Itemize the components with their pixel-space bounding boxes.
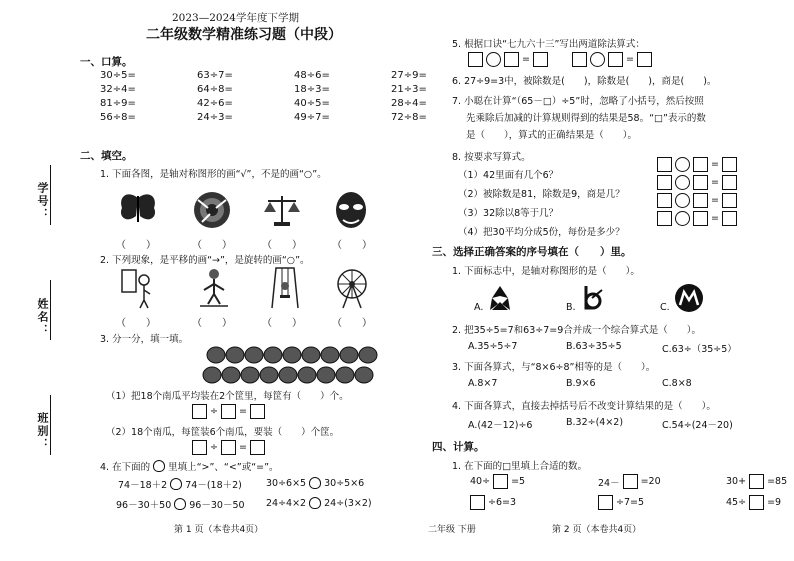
blank-box[interactable]	[722, 157, 737, 172]
b-logo-icon	[578, 284, 606, 312]
blank-box[interactable]	[192, 440, 207, 455]
oral-calc-grid	[100, 70, 471, 123]
question-2: 2. 下列现象，是平移的画“→”，是旋转的画“○”。	[100, 255, 310, 266]
student-number-label: 学号：	[36, 182, 49, 221]
oral-calc-item: 49÷7=	[294, 112, 330, 123]
blank-circle[interactable]	[675, 193, 690, 208]
balance-scale-image	[262, 192, 302, 228]
expr-left: 74－18＋2	[118, 480, 168, 491]
blank-box[interactable]	[722, 211, 737, 226]
apple-icon[interactable]	[309, 497, 321, 509]
option-b-label: B.	[566, 302, 576, 313]
school-year: 2023—2024学年度下学期	[172, 12, 299, 24]
q5-template: = =	[468, 52, 652, 67]
option-b[interactable]: B.9×6	[566, 378, 596, 389]
blank-box[interactable]	[693, 157, 708, 172]
option-b[interactable]: B.32÷(4×2)	[566, 417, 624, 428]
option-a[interactable]: A.(42－12)÷6	[468, 420, 533, 431]
question-3: 3. 分一分，填一填。	[100, 334, 189, 345]
choice-question-1: 1. 下面标志中，是轴对称图形的是（ ）。	[452, 266, 640, 277]
answer-paren[interactable]: （ ）	[332, 318, 372, 329]
expr-left: 96－30＋50	[116, 500, 172, 511]
blank-box[interactable]	[572, 52, 587, 67]
pumpkin	[359, 347, 377, 363]
divider	[50, 280, 52, 340]
expr-right: 96－30－50	[189, 500, 245, 511]
apple-icon	[153, 460, 165, 472]
footer-page-1: 第 1 页（本卷共4页）	[174, 525, 264, 535]
expr-prefix: 30+	[726, 476, 747, 487]
answer-paren[interactable]: （ ）	[116, 318, 156, 329]
question-1: 1. 下面各图，是轴对称图形的画“√”，不是的画“○”。	[100, 169, 327, 180]
expr-prefix: 24－	[598, 477, 620, 489]
class-label: 班别：	[36, 412, 49, 451]
pumpkin	[279, 367, 297, 383]
pumpkin	[260, 367, 278, 383]
answer-paren[interactable]: （ ）	[192, 318, 232, 329]
divider	[50, 165, 52, 225]
pumpkins-image	[202, 344, 384, 386]
option-b[interactable]: B.63÷35÷5	[566, 341, 622, 352]
pumpkin	[245, 347, 263, 363]
apple-icon[interactable]	[309, 477, 321, 489]
pumpkin	[207, 347, 225, 363]
answer-paren[interactable]: （ ）	[116, 240, 156, 251]
blank-box[interactable]	[504, 52, 519, 67]
blank-box[interactable]	[493, 474, 508, 489]
blank-circle[interactable]	[675, 175, 690, 190]
fill-box-item	[726, 474, 794, 489]
pumpkin	[298, 367, 316, 383]
oral-calc-item: 32÷4=	[100, 84, 136, 95]
expr-suffix: =20	[640, 476, 661, 487]
blank-box[interactable]	[722, 193, 737, 208]
oral-calc-item: 48÷6=	[294, 70, 330, 81]
expr-prefix: 40÷	[470, 476, 491, 487]
oral-calc-item: 18÷3=	[294, 84, 330, 95]
section1-heading: 一、口算。	[80, 56, 133, 68]
question-4	[100, 459, 279, 473]
q8-answer-template: =	[657, 211, 737, 226]
swing-image	[268, 266, 302, 310]
blank-box[interactable]	[749, 495, 764, 510]
blank-box[interactable]	[722, 175, 737, 190]
pumpkin	[317, 367, 335, 383]
choice-question-4: 4. 下面各算式，直接去掉括号后不改变计算结果的是（ ）。	[452, 401, 716, 412]
blank-box[interactable]	[533, 52, 548, 67]
section2-heading: 二、填空。	[80, 150, 133, 162]
expr-right: 30÷5×6	[324, 477, 365, 489]
answer-paren[interactable]: （ ）	[262, 240, 302, 251]
blank-box[interactable]	[221, 404, 236, 419]
page-title: 二年级数学精准练习题（中段）	[146, 27, 342, 43]
blank-box[interactable]	[250, 440, 265, 455]
elevator-child-image	[120, 268, 156, 310]
compare-item	[266, 477, 364, 489]
option-c[interactable]: C.8×8	[662, 378, 692, 389]
blank-circle[interactable]	[486, 52, 501, 67]
q8-answer-template: =	[657, 193, 737, 208]
skier-image	[196, 266, 232, 310]
choice-question-2: 2. 把35÷5=7和63÷7=9合并成一个综合算式是（ ）。	[452, 325, 702, 336]
pumpkin	[302, 347, 320, 363]
blank-box[interactable]	[693, 193, 708, 208]
option-a[interactable]: A.8×7	[468, 378, 498, 389]
option-a[interactable]: A.35÷5÷7	[468, 341, 518, 352]
opera-mask-image	[333, 190, 369, 230]
oral-calc-item: 27÷9=	[391, 70, 427, 81]
ferris-wheel-image	[333, 266, 371, 310]
division-template: ÷ =	[192, 404, 265, 419]
pumpkin	[340, 347, 358, 363]
q8-item: （4）把30平均分成5份，每份是多少？	[458, 227, 625, 238]
expr-suffix: ÷7=5	[616, 497, 645, 508]
pumpkin	[264, 347, 282, 363]
question-6: 6. 27÷9=3中，被除数是( )，除数是( )，商是( )。	[452, 76, 717, 87]
oral-calc-item: 21÷3=	[391, 84, 427, 95]
option-c[interactable]: C.54÷(24－20)	[662, 420, 733, 431]
apple-icon[interactable]	[174, 498, 186, 510]
question-7-line2: 先乘除后加减的计算规则得到的结果是58。“□”表示的数	[466, 113, 706, 124]
fill-box-grid	[470, 474, 794, 510]
blank-box[interactable]	[623, 474, 638, 489]
question-4-text: 4. 在下面的	[100, 462, 151, 473]
question-5: 5. 根据口诀“七九六十三”写出两道除法算式：	[452, 39, 645, 50]
expr-right: 74－(18＋2)	[185, 480, 242, 491]
fill-box-item	[598, 474, 726, 489]
trefoil-logo-icon	[486, 284, 514, 312]
blank-box[interactable]	[657, 193, 672, 208]
question-3-1: （1）把18个南瓜平均装在2个筐里，每筐有（ ）个。	[106, 391, 349, 402]
expr-suffix: =9	[767, 497, 782, 508]
question-3-2: （2）18个南瓜，每筐装6个南瓜，要装（ ）个筐。	[106, 427, 340, 438]
blank-box[interactable]	[192, 404, 207, 419]
question-4-text-2: 里填上“>”、“<”或“=”。	[168, 462, 279, 473]
oral-calc-item: 72÷8=	[391, 112, 427, 123]
blank-box[interactable]	[598, 495, 613, 510]
q8-item: （1）42里面有几个6？	[458, 170, 559, 181]
oral-calc-item: 40÷5=	[294, 98, 330, 109]
question-8: 8. 按要求写算式。	[452, 152, 531, 163]
blank-circle[interactable]	[590, 52, 605, 67]
student-name-label: 姓名：	[36, 298, 49, 337]
blank-box[interactable]	[470, 495, 485, 510]
apple-icon[interactable]	[170, 478, 182, 490]
footer-page-2: 第 2 页（本卷共4页）	[552, 525, 642, 535]
blank-box[interactable]	[468, 52, 483, 67]
oral-calc-item: 63÷7=	[197, 70, 233, 81]
pumpkin	[336, 367, 354, 383]
blank-box[interactable]	[749, 474, 764, 489]
oral-calc-item: 24÷3=	[197, 112, 233, 123]
q8-answer-templates	[657, 157, 737, 226]
pumpkin	[222, 367, 240, 383]
question-7-line3: 是（ ），算式的正确结果是（ ）。	[466, 130, 638, 141]
answer-paren[interactable]: （ ）	[262, 318, 302, 329]
blank-box[interactable]	[608, 52, 623, 67]
blank-circle[interactable]	[675, 157, 690, 172]
q8-answer-template: =	[657, 157, 737, 172]
expr-right: 24÷(3×2)	[324, 497, 372, 509]
section3-heading: 三、选择正确答案的序号填在（ ）里。	[432, 246, 632, 258]
fill-box-item	[726, 495, 794, 510]
blank-box[interactable]	[221, 440, 236, 455]
q8-item: （2）被除数是81，除数是9，商是几？	[458, 189, 625, 200]
q8-item: （3）32除以8等于几？	[458, 208, 559, 219]
oral-calc-item: 42÷6=	[197, 98, 233, 109]
answer-paren[interactable]: （ ）	[192, 240, 232, 251]
option-c[interactable]: C.63÷（35÷5）	[662, 344, 737, 355]
footer-grade: 二年级 下册	[428, 525, 476, 535]
oral-calc-item: 30÷5=	[100, 70, 136, 81]
butterfly-image	[118, 192, 158, 226]
calc-question-1: 1. 在下面的□里填上合适的数。	[452, 461, 588, 472]
compare-item	[116, 497, 245, 511]
division-template: ÷ =	[192, 440, 265, 455]
pumpkin	[241, 367, 259, 383]
m-logo-icon	[674, 283, 704, 313]
choice-question-3: 3. 下面各算式，与“8×6÷8”相等的是（ ）。	[452, 362, 656, 373]
expr-suffix: =85	[767, 476, 788, 487]
expr-prefix: 45÷	[726, 497, 747, 508]
blank-box[interactable]	[657, 157, 672, 172]
compare-item	[118, 477, 242, 491]
option-c-label: C.	[660, 302, 670, 313]
blank-box[interactable]	[693, 175, 708, 190]
fill-box-item	[470, 474, 598, 489]
section4-heading: 四、计算。	[432, 441, 485, 453]
blank-box[interactable]	[693, 211, 708, 226]
blank-box[interactable]	[250, 404, 265, 419]
pumpkin	[226, 347, 244, 363]
blank-circle[interactable]	[675, 211, 690, 226]
blank-box[interactable]	[657, 211, 672, 226]
fill-box-item	[598, 495, 726, 510]
question-7-line1: 7. 小聪在计算“（65－□）÷5”时，忽略了小括号，然后按照	[452, 96, 704, 107]
compare-item	[266, 497, 372, 509]
q8-answer-template: =	[657, 175, 737, 190]
oral-calc-item: 64÷8=	[197, 84, 233, 95]
answer-paren[interactable]: （ ）	[332, 240, 372, 251]
expr-left: 24÷4×2	[266, 497, 307, 509]
expr-suffix: ÷6=3	[488, 497, 517, 508]
oral-calc-item: 28÷4=	[391, 98, 427, 109]
oral-calc-item: 81÷9=	[100, 98, 136, 109]
dragon-emblem-image	[192, 190, 232, 230]
oral-calc-item: 56÷8=	[100, 112, 136, 123]
pumpkin	[283, 347, 301, 363]
blank-box[interactable]	[637, 52, 652, 67]
expr-left: 30÷6×5	[266, 477, 307, 489]
fill-box-item	[470, 495, 598, 510]
pumpkin	[355, 367, 373, 383]
pumpkin	[203, 367, 221, 383]
pumpkin	[321, 347, 339, 363]
divider	[50, 395, 52, 455]
blank-box[interactable]	[657, 175, 672, 190]
expr-suffix: =5	[511, 476, 526, 487]
option-a-label: A.	[474, 302, 484, 313]
